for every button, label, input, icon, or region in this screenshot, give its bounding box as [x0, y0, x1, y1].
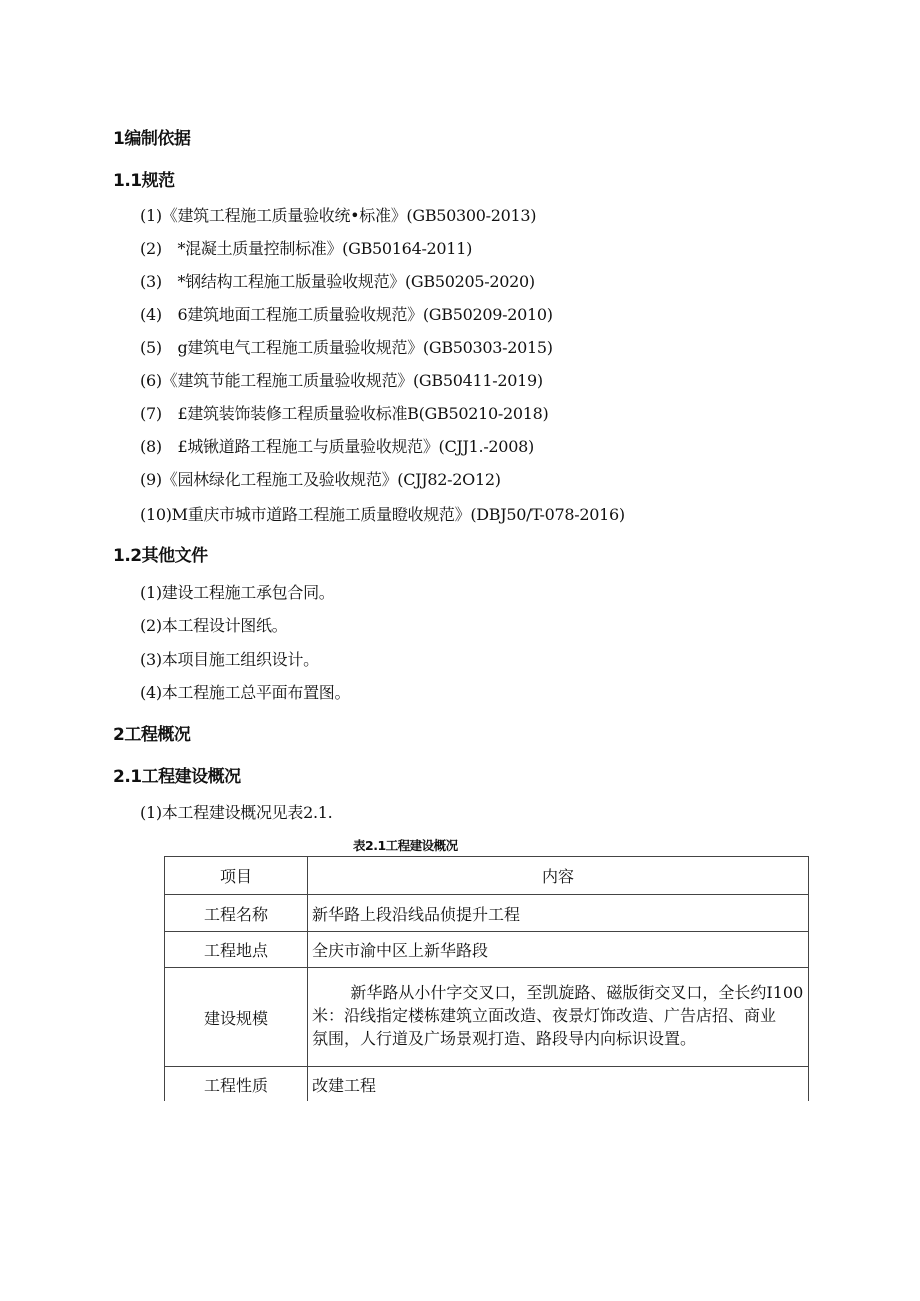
- heading-project-overview: 2工程概况: [113, 725, 191, 745]
- standard-item: (6)《建筑节能工程施工质量验收规范》(GB50411-2019): [140, 371, 543, 390]
- header-item: 项目: [165, 857, 308, 895]
- overview-note: (1)本工程建设概况见表2.1.: [140, 803, 333, 822]
- heading-other-files: 1.2其他文件: [113, 546, 208, 566]
- other-file-item: (2)本工程设计图纸。: [140, 616, 288, 635]
- row-label: 建设规模: [165, 968, 308, 1067]
- scale-line: 新华路从小什字交叉口，至凯旋路、磁版街交叉口，全长约I100: [350, 982, 804, 1002]
- standard-item: (2) *混凝土质量控制标准》(GB50164-2011): [140, 239, 473, 258]
- table-row: [165, 932, 809, 968]
- row-value: 全庆市渝中区上新华路段: [308, 932, 809, 968]
- table-row: [165, 895, 809, 932]
- table-row: [165, 1067, 809, 1102]
- other-file-item: (3)本项目施工组织设计。: [140, 650, 319, 669]
- other-file-item: (1)建设工程施工承包合同。: [140, 583, 335, 602]
- standard-item: (4) 6建筑地面工程施工质量验收规范》(GB50209-2010): [140, 305, 553, 324]
- heading-compilation-basis: 1编制依据: [113, 129, 191, 149]
- row-label: 工程地点: [165, 932, 308, 968]
- row-value: 新华路上段沿线品侦提升工程: [308, 895, 809, 932]
- standard-item: (3) *钢结构工程施工版量验收规范》(GB50205-2020): [140, 272, 535, 291]
- header-content: 内容: [308, 857, 809, 895]
- table-header-row: [165, 857, 809, 895]
- standard-item: (1)《建筑工程施工质量验收统•标准》(GB50300-2013): [140, 206, 537, 225]
- row-label: 工程性质: [165, 1067, 308, 1102]
- table-row: [165, 968, 809, 1067]
- table-caption: 表2.1工程建设概况: [353, 838, 458, 853]
- heading-standards: 1.1规范: [113, 171, 175, 191]
- overview-table: [164, 856, 809, 1101]
- scale-line: 氛围，人行道及广场景观打造、路段导内向标识设置。: [312, 1028, 697, 1048]
- row-label: 工程名称: [165, 895, 308, 932]
- other-file-item: (4)本工程施工总平面布置图。: [140, 683, 351, 702]
- heading-construction-overview: 2.1工程建设概况: [113, 767, 241, 787]
- scale-line: 米：沿线指定楼栋建筑立面改造、夜景灯饰改造、广告店招、商业: [312, 1005, 777, 1025]
- standard-item: (5) g建筑电气工程施工质量验收规范》(GB50303-2015): [140, 338, 553, 357]
- standard-item: (10)M重庆市城市道路工程施工质量瞪收规范》(DBJ50/T-078-2016): [140, 505, 625, 524]
- row-value: 改建工程: [308, 1067, 809, 1102]
- standard-item: (9)《园林绿化工程施工及验收规范》(CJJ82-2O12): [140, 470, 501, 489]
- row-value: [308, 968, 809, 1067]
- standard-item: (8) £城锹道路工程施工与质量验收规范》(CJJ1.-2008): [140, 437, 534, 456]
- standard-item: (7) £建筑装饰装修工程质量验收标准B(GB50210-2018): [140, 404, 549, 423]
